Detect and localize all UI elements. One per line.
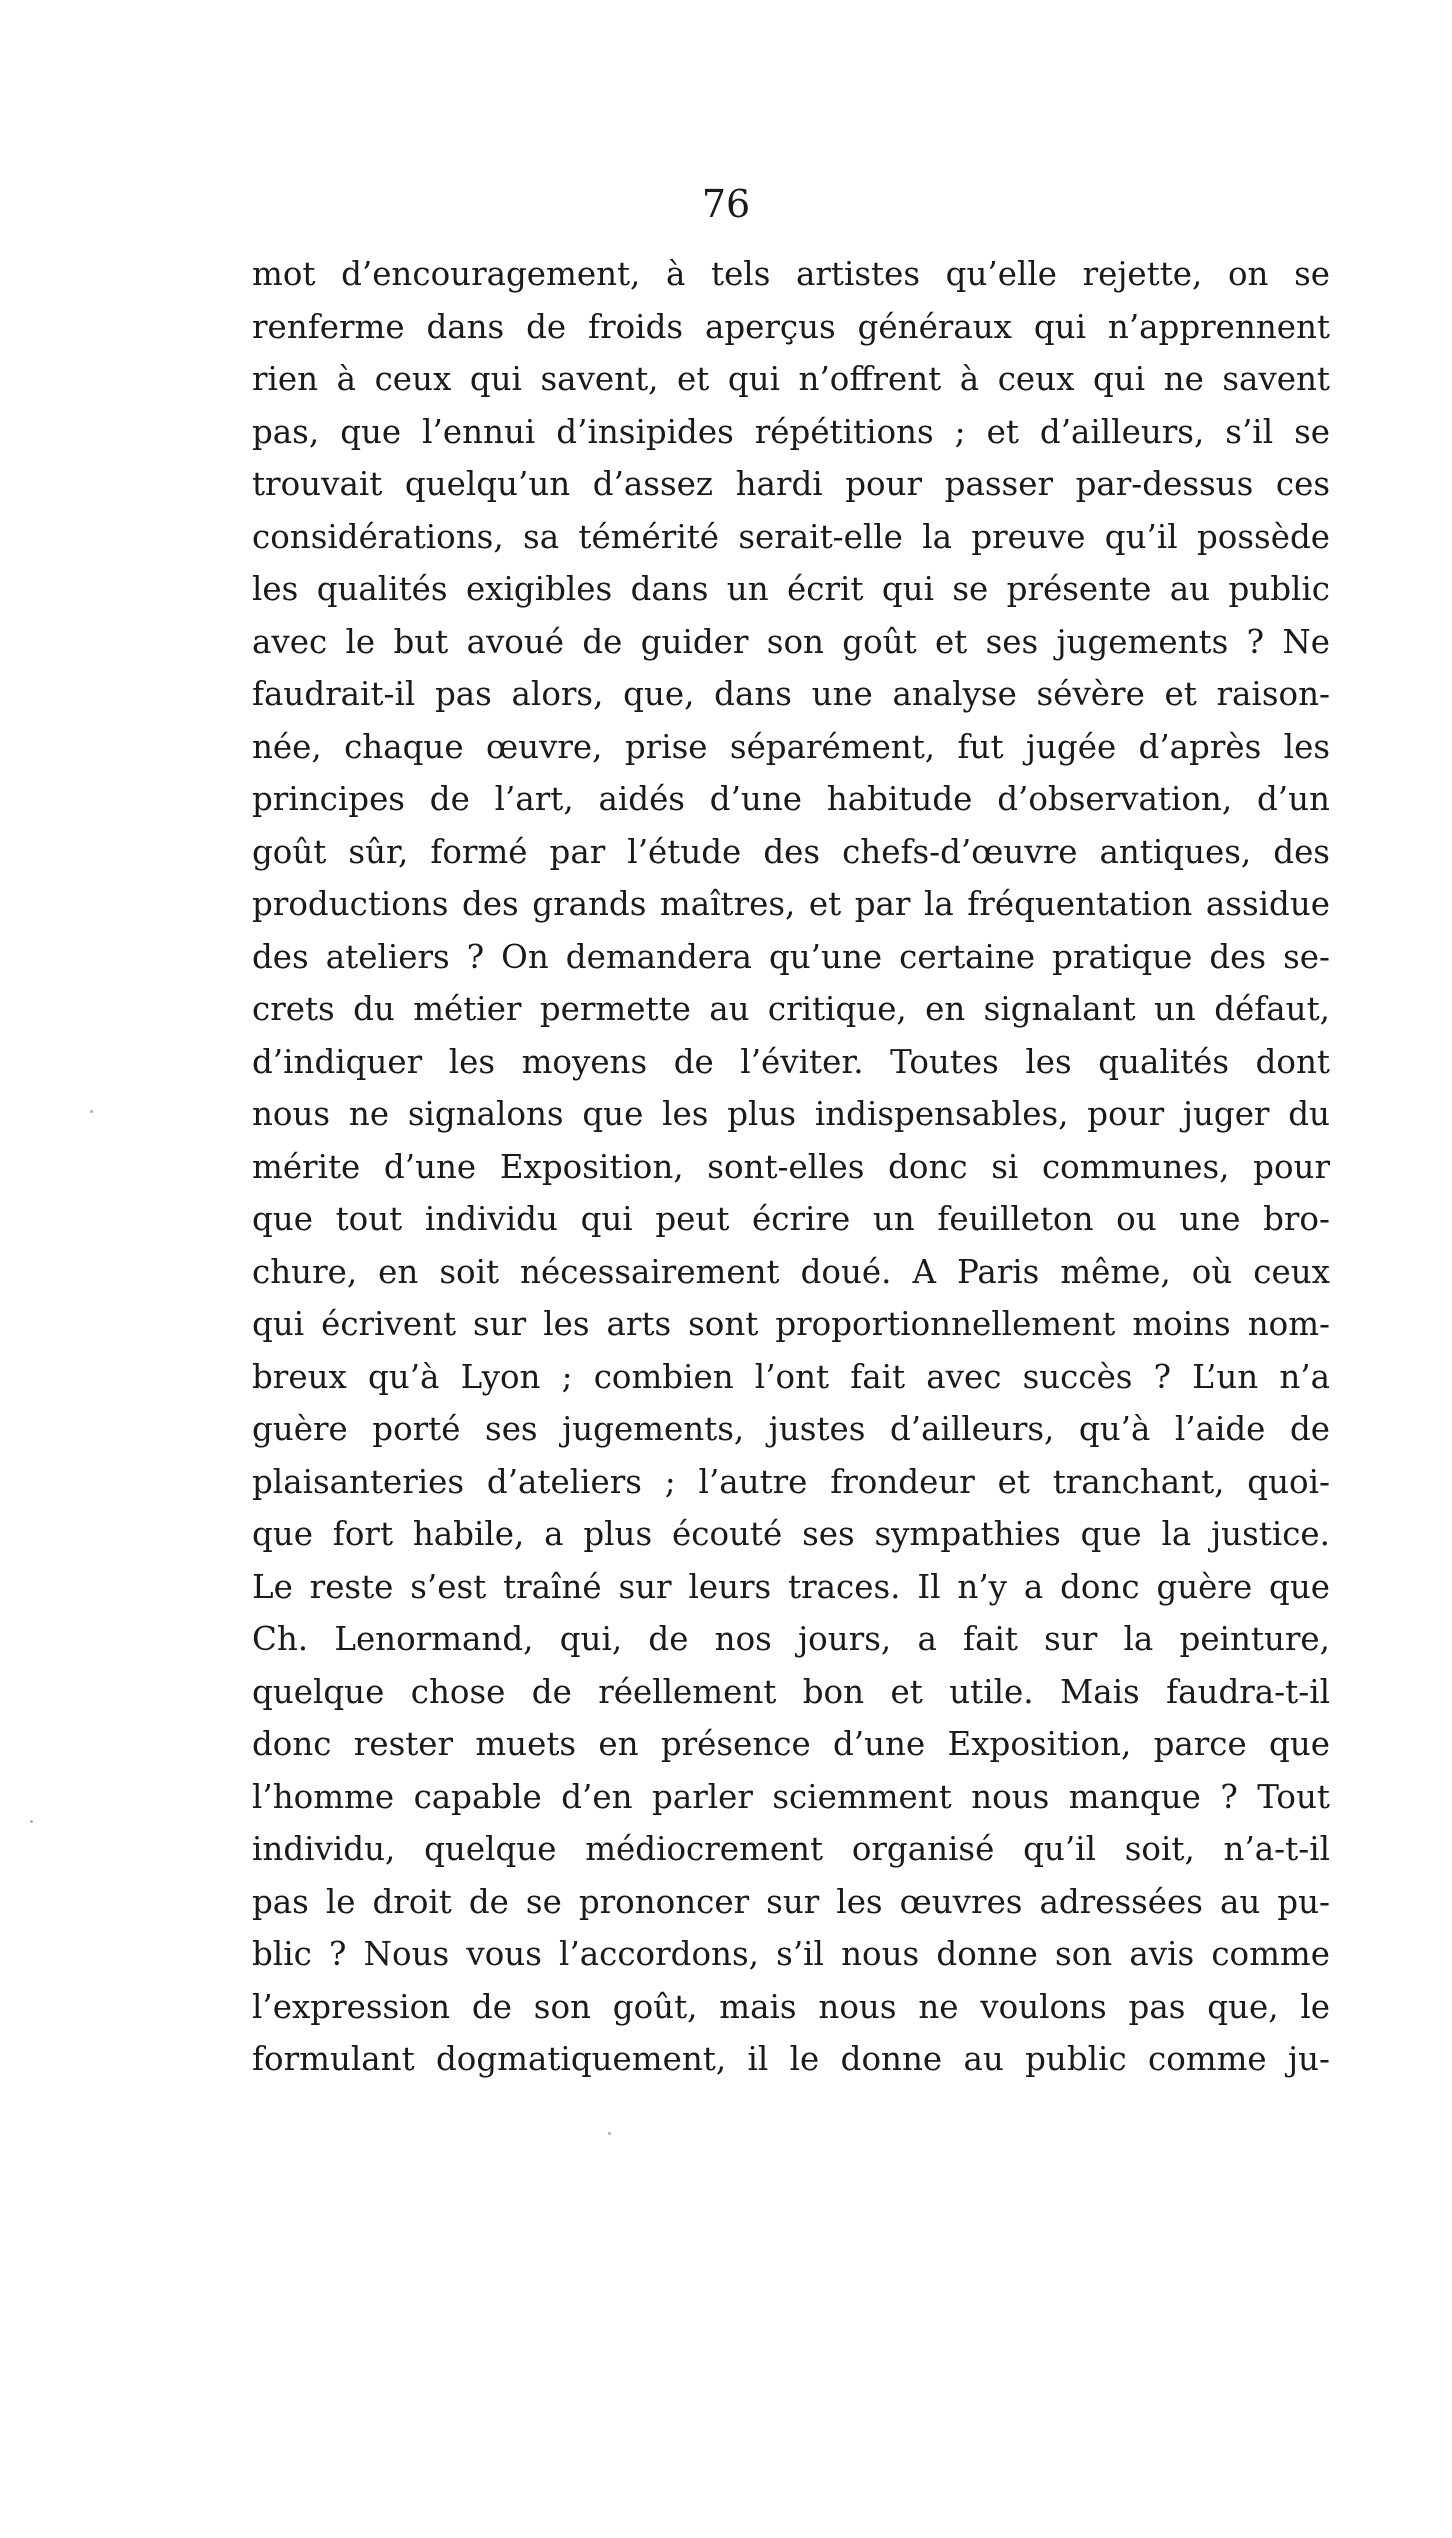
page-number: 76	[701, 182, 751, 226]
text-line: que fort habile, a plus écouté ses sympathies que la justice.	[252, 1515, 1330, 1553]
body-text	[252, 248, 1330, 2086]
text-line: formulant dogmatiquement, il le donne au public comme ju-	[252, 2040, 1330, 2078]
text-line: née, chaque œuvre, prise séparément, fut jugée d’après les	[252, 727, 1330, 766]
text-line: Le reste s’est traîné sur leurs traces. Il n’y a donc guère que	[252, 1567, 1330, 1606]
text-line: quelque chose de réellement bon et utile. Mais faudra-t-il	[252, 1672, 1330, 1711]
text-line: plaisanteries d’ateliers ; l’autre frondeur et tranchant, quoi-	[252, 1462, 1330, 1501]
text-line: chure, en soit nécessairement doué. A Paris même, où ceux	[252, 1252, 1330, 1291]
text-line: breux qu’à Lyon ; combien l’ont fait avec succès ? L’un n’a	[252, 1357, 1330, 1396]
text-line: pas le droit de se prononcer sur les œuvres adressées au pu-	[252, 1882, 1330, 1921]
text-line: individu, quelque médiocrement organisé qu’il soit, n’a-t-il	[252, 1830, 1330, 1868]
text-line: considérations, sa témérité serait-elle la preuve qu’il possède	[252, 517, 1330, 556]
text-line: principes de l’art, aidés d’une habitude d’observation, d’un	[252, 780, 1330, 818]
text-line: qui écrivent sur les arts sont proportionnellement moins nom-	[252, 1305, 1330, 1343]
text-line: l’expression de son goût, mais nous ne voulons pas que, le	[252, 1987, 1330, 2026]
text-line: trouvait quelqu’un d’assez hardi pour passer par-dessus ces	[252, 465, 1330, 503]
text-line: renferme dans de froids aperçus généraux qui n’apprennent	[252, 307, 1330, 346]
text-line: des ateliers ? On demandera qu’une certaine pratique des se-	[252, 937, 1330, 976]
text-line: d’indiquer les moyens de l’éviter. Toutes les qualités dont	[252, 1042, 1330, 1081]
text-line: mot d’encouragement, à tels artistes qu’elle rejette, on se	[252, 255, 1330, 293]
text-line: crets du métier permette au critique, en signalant un défaut,	[252, 990, 1330, 1028]
text-line: productions des grands maîtres, et par la fréquentation assidue	[252, 885, 1330, 923]
text-line: les qualités exigibles dans un écrit qui se présente au public	[252, 570, 1330, 608]
text-line: pas, que l’ennui d’insipides répétitions ; et d’ailleurs, s’il se	[252, 412, 1330, 451]
text-line: Ch. Lenormand, qui, de nos jours, a fait sur la peinture,	[252, 1620, 1330, 1658]
text-line: avec le but avoué de guider son goût et ses jugements ? Ne	[252, 622, 1330, 661]
text-line: rien à ceux qui savent, et qui n’offrent à ceux qui ne savent	[252, 360, 1330, 398]
text-line: blic ? Nous vous l’accordons, s’il nous donne son avis comme	[252, 1935, 1330, 1973]
text-line: faudrait-il pas alors, que, dans une analyse sévère et raison-	[252, 675, 1330, 713]
paper-speck	[30, 1820, 33, 1823]
text-line: goût sûr, formé par l’étude des chefs-d’œuvre antiques, des	[252, 832, 1330, 871]
text-line: l’homme capable d’en parler sciemment nous manque ? Tout	[252, 1777, 1330, 1816]
paper-speck	[90, 1110, 93, 1113]
text-line: mérite d’une Exposition, sont-elles donc si communes, pour	[252, 1147, 1330, 1186]
text-line: donc rester muets en présence d’une Exposition, parce que	[252, 1725, 1330, 1763]
paper-speck	[608, 2132, 611, 2135]
text-line: guère porté ses jugements, justes d’ailleurs, qu’à l’aide de	[252, 1410, 1330, 1448]
text-line: que tout individu qui peut écrire un feuilleton ou une bro-	[252, 1200, 1330, 1238]
text-line: nous ne signalons que les plus indispensables, pour juger du	[252, 1095, 1330, 1133]
